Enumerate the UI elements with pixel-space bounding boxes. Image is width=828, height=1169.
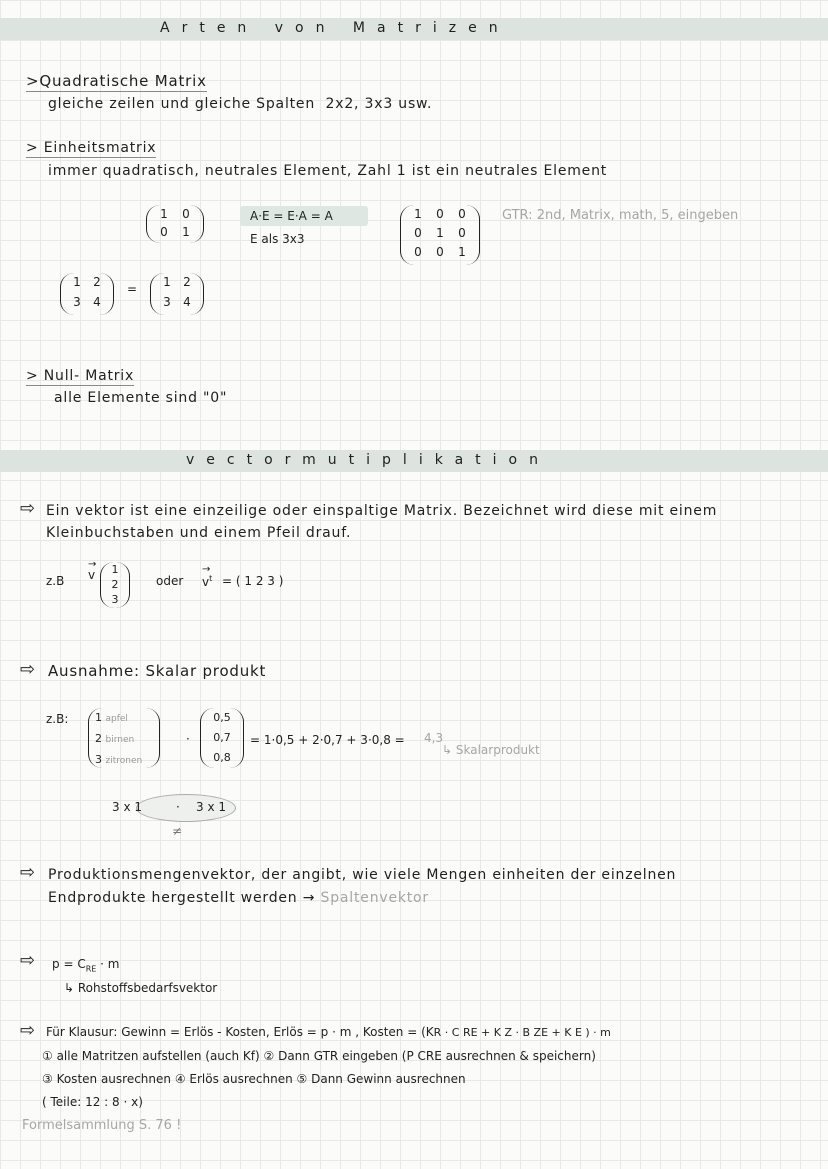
eq-c: = C <box>63 957 86 971</box>
m3-cell: 0 <box>458 226 466 240</box>
price-cell: 0,8 <box>213 751 231 764</box>
ausnahme-text: Ausnahme: Skalar produkt <box>48 662 267 680</box>
m2-cell: 0 <box>160 225 168 239</box>
quadratisch-example: 2x2, 3x3 usw. <box>325 96 433 112</box>
dimension-dot: · <box>176 800 180 814</box>
mr-cell: 3 <box>163 295 171 309</box>
section-title-vektor: vectormutiplikation <box>186 452 550 468</box>
skalar-dot: · <box>186 732 190 746</box>
identity-3x3-label: E als 3x3 <box>250 232 305 246</box>
arrow-icon: ⇨ <box>20 1020 36 1041</box>
vektor-text-2: Kleinbuchstaben und einem Pfeil drauf. <box>46 525 352 541</box>
spaltenvektor-label: Spaltenvektor <box>320 890 429 906</box>
formelsammlung-note: Formelsammlung S. 76 ! <box>22 1118 182 1133</box>
cv-cell: 1 <box>111 563 119 576</box>
klausur-line-1a: Für Klausur: Gewinn = Erlös - Kosten, Erlös = p · m , Kosten = (K <box>46 1025 434 1039</box>
einheit-text: immer quadratisch, neutrales Element, Zahl 1 ist ein neutrales Element <box>48 163 608 179</box>
ml-cell: 1 <box>73 275 81 289</box>
klausur-line-2: ① alle Matritzen aufstellen (auch Kf) ② Dann GTR eingeben (P CRE ausrechnen & speichern) <box>42 1049 596 1063</box>
skalar-result: 4,3 <box>424 731 444 745</box>
identity-matrix-2x2 <box>146 205 204 243</box>
produktion-arrow: → <box>302 890 316 906</box>
produktion-text-2 <box>48 890 429 906</box>
klausur-line-3: ③ Kosten ausrechnen ④ Erlös ausrechnen ⑤ Dann Gewinn ausrechnen <box>42 1072 466 1086</box>
example-equals: = <box>127 282 138 296</box>
m3-cell: 1 <box>458 245 466 259</box>
formel-p-cre-m <box>52 957 119 973</box>
example-matrix-left <box>60 273 114 315</box>
heading-quadratische-matrix: >Quadratische Matrix <box>26 72 207 90</box>
skalar-note: ↳ Skalarprodukt <box>442 743 540 757</box>
m2-cell: 0 <box>182 207 190 221</box>
ml-cell: 3 <box>73 295 81 309</box>
not-equal-sign: ≠ <box>172 824 183 838</box>
arrow-icon: ⇨ <box>20 950 36 971</box>
v-letter: v <box>88 568 96 582</box>
re-sub: RE <box>85 964 97 974</box>
fruit-label: zitronen <box>105 756 143 766</box>
ml-cell: 2 <box>93 275 101 289</box>
ml-cell: 4 <box>93 295 101 309</box>
m3-cell: 0 <box>436 207 444 221</box>
mr-cell: 4 <box>183 295 191 309</box>
fruit-count: 1 <box>95 711 102 724</box>
identity-matrix-3x3 <box>400 205 480 265</box>
mr-cell: 1 <box>163 275 171 289</box>
dimension-left: 3 x 1 <box>112 800 142 814</box>
rohstoff-note: ↳ Rohstoffsbedarfsvektor <box>64 981 218 995</box>
m2-cell: 1 <box>182 225 190 239</box>
vt-arrow-icon: → <box>202 564 211 575</box>
fruit-row <box>95 750 153 771</box>
heading-einheitsmatrix: > Einheitsmatrix <box>26 140 157 156</box>
row-vector: = ( 1 2 3 ) <box>222 574 284 588</box>
produktion-desc: Endprodukte hergestellt werden <box>48 890 298 906</box>
cv-cell: 2 <box>111 578 119 591</box>
vektor-text-1: Ein vektor ist eine einzeilige oder einspaltige Matrix. Bezeichnet wird diese mit einem <box>46 503 718 519</box>
m-letter: · m <box>100 957 120 971</box>
vt-sup: t <box>209 574 213 583</box>
klausur-line-4: ( Teile: 12 : 8 · x) <box>42 1095 143 1109</box>
section-title-matrizen: Arten von Matrizen <box>160 20 510 36</box>
vektor-oder: oder <box>156 574 184 588</box>
mr-cell: 2 <box>183 275 191 289</box>
vt-letter: v <box>202 575 210 589</box>
vektor-vt <box>202 564 213 589</box>
skalar-right-vector <box>200 708 244 768</box>
gtr-note: GTR: 2nd, Matrix, math, 5, eingeben <box>502 208 739 223</box>
cv-cell: 3 <box>111 593 119 606</box>
m3-cell: 1 <box>414 207 422 221</box>
arrow-icon: ⇨ <box>20 862 36 883</box>
m3-cell: 0 <box>458 207 466 221</box>
skalar-calculation: = 1·0,5 + 2·0,7 + 3·0,8 = <box>250 733 405 747</box>
fruit-count: 3 <box>95 753 102 766</box>
m2-cell: 1 <box>160 207 168 221</box>
arrow-icon: ⇨ <box>20 659 36 680</box>
heading-null-matrix: > Null- Matrix <box>26 368 135 384</box>
p-letter: p <box>52 957 60 971</box>
klausur-line-1 <box>46 1025 611 1039</box>
fruit-label: birnen <box>105 735 135 745</box>
dimension-right: 3 x 1 <box>196 800 226 814</box>
m3-cell: 1 <box>436 226 444 240</box>
fruit-label: apfel <box>105 714 128 724</box>
m3-cell: 0 <box>414 245 422 259</box>
quadratisch-text <box>48 96 432 112</box>
column-vector <box>100 562 130 608</box>
m3-cell: 0 <box>414 226 422 240</box>
fruit-count: 2 <box>95 732 102 745</box>
arrow-icon: ⇨ <box>20 498 36 519</box>
example-matrix-right <box>150 273 204 315</box>
vektor-zb: z.B <box>46 574 65 588</box>
price-cell: 0,7 <box>213 731 231 744</box>
m3-cell: 0 <box>436 245 444 259</box>
null-text: alle Elemente sind "0" <box>54 390 228 406</box>
quadratisch-desc: gleiche zeilen und gleiche Spalten <box>48 96 316 112</box>
skalar-left-vector <box>88 708 160 768</box>
v-arrow-icon: → <box>88 559 97 570</box>
produktion-text-1: Produktionsmengenvektor, der angibt, wie viele Mengen einheiten der einzelnen <box>48 867 677 883</box>
price-cell: 0,5 <box>213 711 231 724</box>
vektor-v-symbol <box>88 559 97 582</box>
fruit-row <box>95 708 153 729</box>
klausur-line-1b: R · C RE + K Z · B ZE + K E ) · m <box>433 1026 611 1039</box>
fruit-row <box>95 729 153 750</box>
identity-equation: A·E = E·A = A <box>250 209 333 223</box>
skalar-zb: z.B: <box>46 712 69 726</box>
